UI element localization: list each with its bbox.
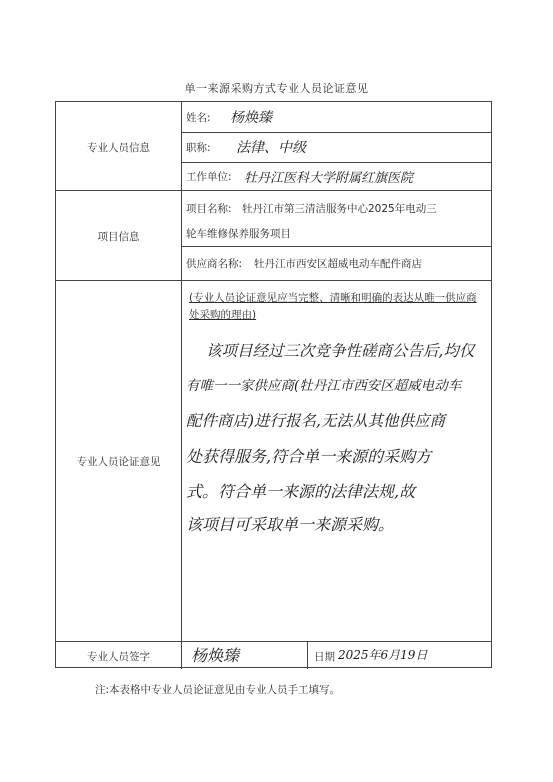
row-divider [181,246,492,247]
project-name-label: 项目名称: [186,203,232,215]
document-title: 单一来源采购方式专业人员论证意见 [184,82,369,95]
signature-label: 专业人员签字 [87,651,150,663]
opinion-line: 有唯一一家供应商(牡丹江市西安区超威电动车 [186,378,462,394]
date-divider [307,641,308,669]
project-name-value-cont: 轮车维修保养服务项目 [186,228,291,240]
name-signature: 杨焕臻 [230,110,272,126]
row-divider [181,132,492,133]
opinion-line: 式。符合单一来源的法律法规,故 [186,482,416,501]
expert-info-label: 专业人员信息 [87,142,150,154]
date-value: 2025年6月19日 [338,648,428,662]
employer-value: 牡丹江医科大学附属红旗医院 [244,171,414,186]
opinion-line: 处获得服务,符合单一来源的采购方 [186,447,432,466]
employer-label: 工作单位: [186,171,232,183]
row-divider [56,641,492,642]
opinion-prompt: (专业人员论证意见应当完整、清晰和明确的表达从唯一供应商处采购的理由) [189,292,477,321]
name-label: 姓名: [186,112,211,124]
supplier-label: 供应商名称: [186,258,243,270]
opinion-line: 配件商店)进行报名,无法从其他供应商 [186,412,445,430]
row-divider [56,280,492,281]
row-divider [56,190,492,191]
expert-signature: 杨焕臻 [191,646,240,665]
supplier-value: 牡丹江市西安区超威电动车配件商店 [254,258,422,270]
date-label: 日期 [314,651,335,663]
footnote: 注:本表格中专业人员论证意见由专业人员手工填写。 [95,684,341,696]
project-name-value: 牡丹江市第三清洁服务中心2025年电动三 [242,203,437,215]
opinion-line: 该项目经过三次竞争性磋商公告后,均仅 [206,342,475,360]
column-divider [181,102,182,669]
title-value: 法律、中级 [236,140,306,156]
title-label: 职称: [186,142,211,154]
project-info-label: 项目信息 [97,231,140,243]
opinion-form [55,101,492,668]
row-divider [181,162,492,163]
opinion-line: 该项目可采取单一来源采购。 [186,515,395,534]
opinion-label: 专业人员论证意见 [76,456,161,468]
